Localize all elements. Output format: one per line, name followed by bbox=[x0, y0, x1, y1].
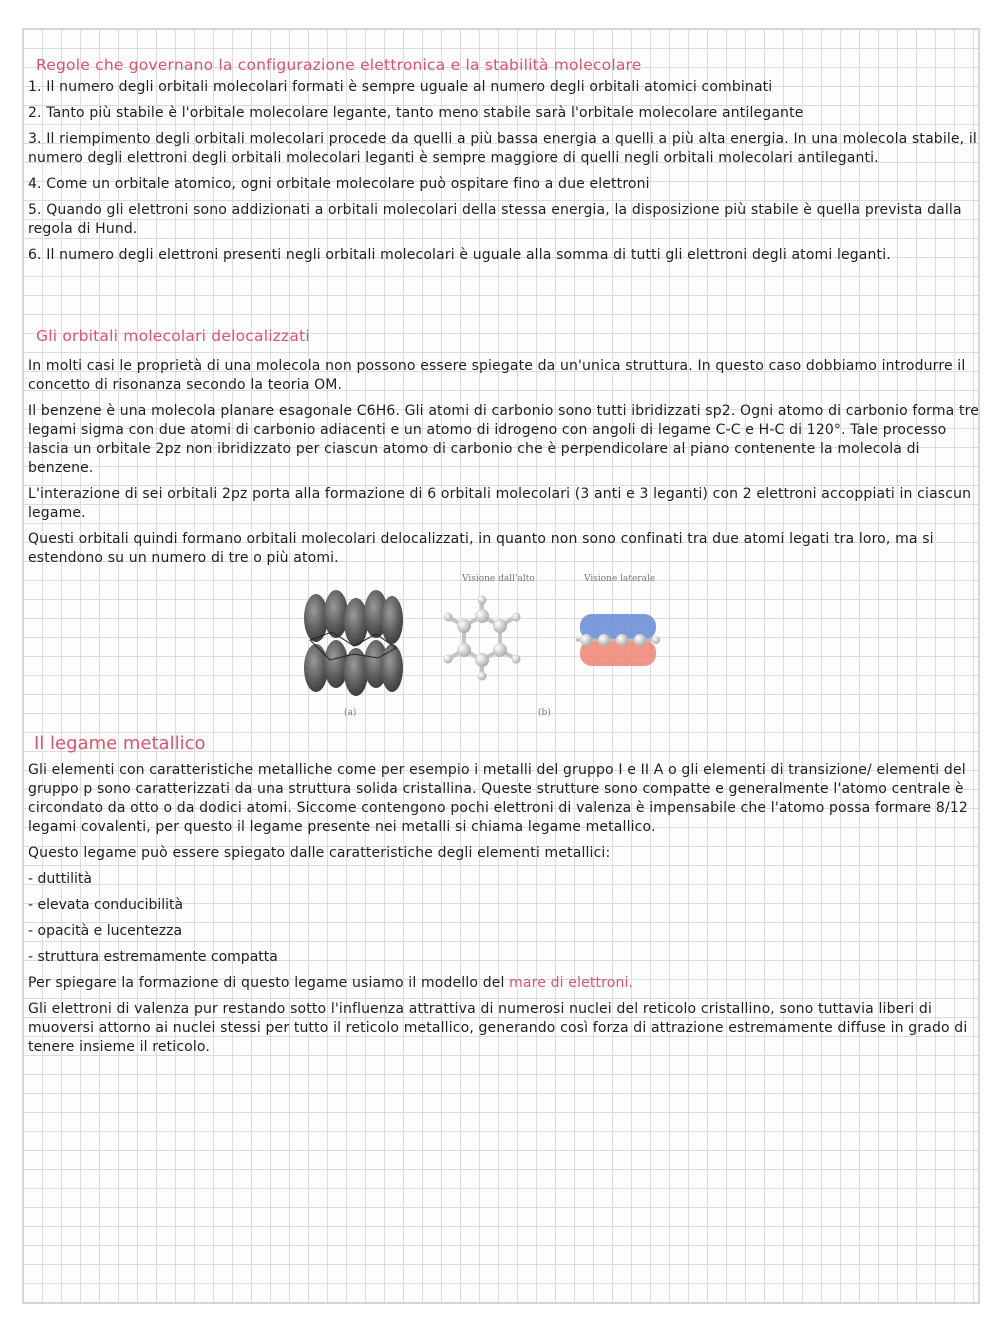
p-orbitals-drawing bbox=[304, 590, 403, 696]
section-rules bbox=[28, 56, 982, 272]
section-title-metallic: Il legame metallico bbox=[34, 733, 206, 754]
model-highlight: mare di elettroni. bbox=[509, 975, 634, 991]
benzene-illustration bbox=[296, 574, 676, 722]
paragraph: Gli elementi con caratteristiche metalliche come per esempio i metalli del gruppo I e II A o gli elementi di transizione/ elementi del gruppo p sono caratterizzati da una struttura solida cristallina. Queste strutture sono compatte e generalmente l'atomo centrale è circondato da otto o da dodici atomi. Siccome contengono pochi elettroni di valenza è impensabile che l'atomo possa formare 8/12 legami covalenti, per questo il legame presente nei metalli si chiama legame metallico. bbox=[28, 762, 968, 835]
property-item: - duttilità bbox=[28, 871, 92, 887]
list-intro: Questo legame può essere spiegato dalle caratteristiche degli elementi metallici: bbox=[28, 845, 611, 861]
caption-a: (a) bbox=[344, 708, 357, 718]
section-title-rules: Regole che governano la configurazione elettronica e la stabilità molecolare bbox=[36, 56, 642, 74]
section-metallic-bond bbox=[28, 733, 982, 1064]
benzene-orbital-figure bbox=[296, 574, 676, 722]
property-item: - opacità e lucentezza bbox=[28, 923, 183, 939]
rule-item: 1. Il numero degli orbitali molecolari formati è sempre uguale al numero degli orbitali atomici combinati bbox=[28, 79, 773, 95]
section-title-delocalized: Gli orbitali molecolari delocalizzati bbox=[36, 327, 310, 345]
paragraph: Questi orbitali quindi formano orbitali molecolari delocalizzati, in quanto non sono confinati tra due atomi legati tra loro, ma si estendono su un numero di tre o più atomi. bbox=[28, 531, 934, 566]
rule-item: 4. Come un orbitale atomico, ogni orbitale molecolare può ospitare fino a due elettroni bbox=[28, 176, 650, 192]
paragraph: Gli elettroni di valenza pur restando sotto l'influenza attrattiva di numerosi nuclei del reticolo cristallino, sono tuttavia liberi di muoversi attorno ai nuclei stessi per tutto il reticolo metallico, generando così forza di attrazione estremamente diffuse in grado di tenere insieme il reticolo. bbox=[28, 1001, 968, 1055]
benzene-side-view bbox=[576, 614, 660, 666]
paragraph: Il benzene è una molecola planare esagonale C6H6. Gli atomi di carbonio sono tutti ibridizzati sp2. Ogni atomo di carbonio forma tre legami sigma con due atomi di carbonio adiacenti e un atomo di idrogeno con angoli di legame C-C e H-C di 120°. Tale processo lascia un orbitale 2pz non ibridizzato per ciascun atomo di carbonio che è perpendicolare al piano contenente la molecola di benzene. bbox=[28, 403, 979, 476]
rule-item: 3. Il riempimento degli orbitali molecolari procede da quelli a più bassa energia a quelli a più alta energia. In una molecola stabile, il numero degli elettroni degli orbitali molecolari leganti è sempre maggiore di quelli negli orbitali molecolari antileganti. bbox=[28, 131, 977, 166]
model-sentence bbox=[28, 974, 982, 993]
section-delocalized bbox=[28, 327, 982, 575]
top-view-label: Visione dall'alto bbox=[462, 574, 535, 584]
rule-item: 2. Tanto più stabile è l'orbitale molecolare legante, tanto meno stabile sarà l'orbitale molecolare antilegante bbox=[28, 105, 804, 121]
paragraph: In molti casi le proprietà di una molecola non possono essere spiegate da un'unica struttura. In questo caso dobbiamo introdurre il concetto di risonanza secondo la teoria OM. bbox=[28, 358, 966, 393]
model-prefix: Per spiegare la formazione di questo legame usiamo il modello del bbox=[28, 975, 510, 991]
paragraph: L'interazione di sei orbitali 2pz porta alla formazione di 6 orbitali molecolari (3 anti e 3 leganti) con 2 elettroni accoppiati in ciascun legame. bbox=[28, 486, 972, 521]
rule-item: 5. Quando gli elettroni sono addizionati a orbitali molecolari della stessa energia, la disposizione più stabile è quella prevista dalla regola di Hund. bbox=[28, 202, 962, 237]
property-item: - elevata conducibilità bbox=[28, 897, 184, 913]
caption-b: (b) bbox=[538, 708, 551, 718]
side-view-label: Visione laterale bbox=[584, 574, 656, 584]
rule-item: 6. Il numero degli elettroni presenti negli orbitali molecolari è uguale alla somma di tutti gli elettroni degli atomi leganti. bbox=[28, 247, 891, 263]
property-item: - struttura estremamente compatta bbox=[28, 949, 278, 965]
